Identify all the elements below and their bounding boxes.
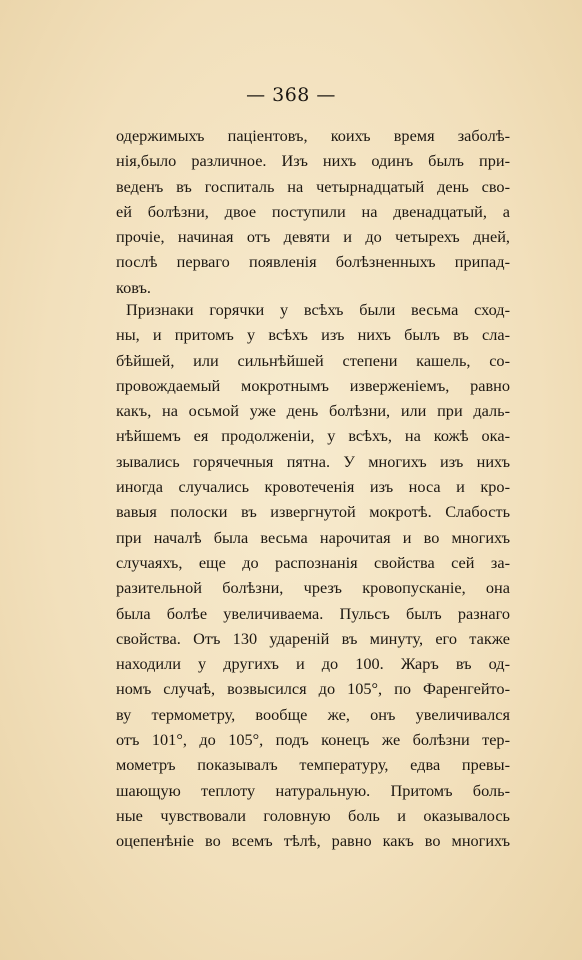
text-line: оцепенѣніе во всемъ тѣлѣ, равно какъ во многихъ <box>116 831 510 851</box>
text-line: ей болѣзни, двое поступили на двенадцатый, а <box>116 201 510 221</box>
page-number: — 368 — <box>246 84 336 106</box>
text-line: ковъ. <box>116 277 151 297</box>
text-line: находили у другихъ и до 100. Жаръ въ од- <box>116 654 510 674</box>
text-line: ные чувствовали головную боль и оказывалось <box>116 805 510 825</box>
text-line: была болѣе увеличиваема. Пульсъ былъ разнаго <box>116 603 510 623</box>
text-line: нія,было различное. Изъ нихъ одинъ былъ при- <box>116 151 510 171</box>
text-line: послѣ перваго появленія болѣзненныхъ припад- <box>116 252 510 272</box>
paragraph-1 <box>116 123 510 300</box>
text-line: зывались горячечныя пятна. У многихъ изъ нихъ <box>116 451 510 471</box>
text-line: при началѣ была весьма нарочитая и во многихъ <box>116 527 510 547</box>
text-line: провождаемый мокротнымъ изверженіемъ, равно <box>116 375 510 395</box>
text-line: ны, и притомъ у всѣхъ изъ нихъ былъ въ сла- <box>116 325 510 345</box>
text-line: бѣйшей, или сильнѣйшей степени кашель, со- <box>116 350 510 370</box>
text-line: номъ случаѣ, возвысился до 105°, по Фаренгейто- <box>116 679 510 699</box>
text-line: иногда случались кровотеченія изъ носа и кро- <box>116 477 510 497</box>
text-line: прочіе, начиная отъ девяти и до четырехъ дней, <box>116 227 510 247</box>
text-line: веденъ въ госпиталь на четырнадцатый день сво- <box>116 176 510 196</box>
text-line: ву термометру, вообще же, онъ увеличивался <box>116 704 510 724</box>
paragraph-2 <box>116 297 510 854</box>
text-line: одержимыхъ паціентовъ, коихъ время заболѣ- <box>116 126 510 145</box>
text-line: свойства. Отъ 130 ударенiй въ минуту, его также <box>116 628 510 648</box>
text-line: случаяхъ, еще до распознанія свойства сей за- <box>116 552 510 572</box>
text-line: отъ 101°, до 105°, подъ конецъ же болѣзни тер- <box>116 730 510 750</box>
text-line: Признаки горячки у всѣхъ были весьма сход- <box>126 300 510 319</box>
text-line: мометръ показывалъ температуру, едва превы- <box>116 755 510 775</box>
text-line: разительной болѣзни, чрезъ кровопусканіе, она <box>116 578 510 598</box>
text-line: нѣйшемъ ея продолженіи, у всѣхъ, на кожѣ ока- <box>116 426 510 446</box>
text-line: шающую теплоту натуральную. Притомъ боль- <box>116 780 510 800</box>
text-line: какъ, на осьмой уже день болѣзни, или при даль- <box>116 401 510 421</box>
text-line: вавыя полоски въ извергнутой мокротѣ. Слабость <box>116 502 510 522</box>
